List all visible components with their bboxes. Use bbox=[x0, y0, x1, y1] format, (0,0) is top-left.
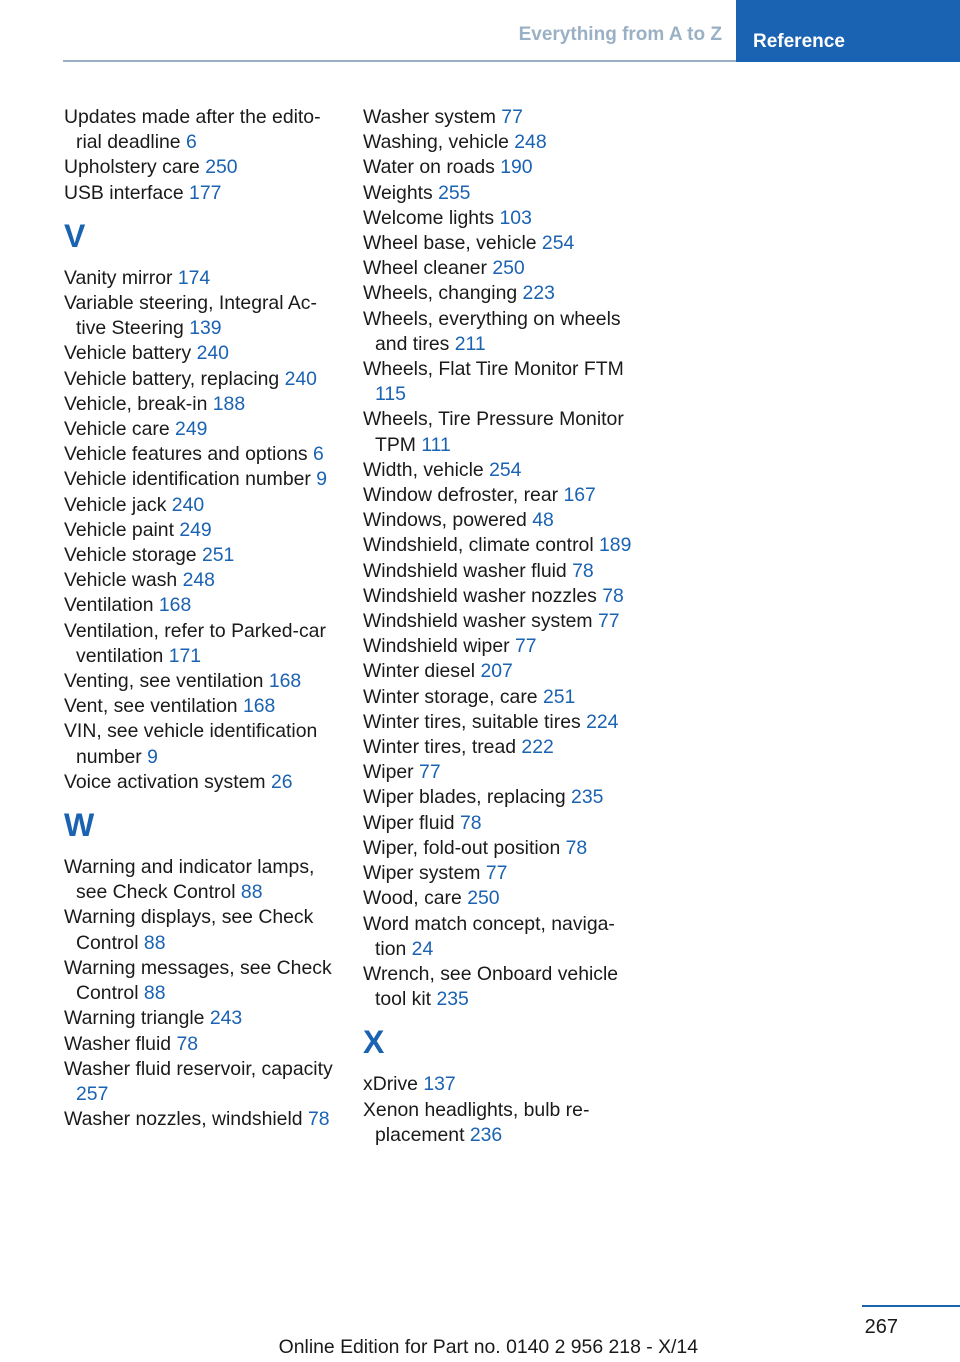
index-entry bbox=[64, 719, 336, 769]
index-page-link[interactable]: 250 bbox=[492, 257, 525, 280]
page-number: 267 bbox=[864, 1316, 898, 1338]
index-page-link[interactable]: 248 bbox=[182, 569, 215, 592]
index-entry-term: Wiper, fold-out position bbox=[363, 836, 561, 859]
index-entry bbox=[363, 609, 638, 634]
index-entry bbox=[64, 518, 336, 543]
index-page-link[interactable]: 174 bbox=[177, 266, 211, 289]
index-entry-term: Washer fluid reservoir, capacity bbox=[64, 1057, 333, 1080]
index-page-link[interactable]: 223 bbox=[522, 282, 555, 305]
index-entry-term: Windshield washer system bbox=[363, 610, 593, 633]
index-entry bbox=[64, 568, 336, 593]
index-page-link[interactable]: 78 bbox=[176, 1032, 199, 1055]
index-page-link[interactable]: 254 bbox=[541, 232, 575, 255]
index-entry bbox=[64, 417, 336, 442]
index-page-link[interactable]: 77 bbox=[501, 106, 523, 128]
index-entry-term: Windshield wiper bbox=[363, 635, 510, 658]
index-entry bbox=[64, 770, 336, 795]
index-entry-term: Warning messages, see Check Control bbox=[64, 956, 332, 1005]
header-rule bbox=[63, 60, 736, 62]
index-page-link[interactable]: 251 bbox=[542, 685, 576, 708]
index-entry-term: Winter storage, care bbox=[363, 685, 538, 708]
index-entry bbox=[64, 593, 336, 618]
index-page-link[interactable]: 243 bbox=[209, 1007, 243, 1030]
index-entry-term: Variable steering, Integral Active Steering bbox=[64, 292, 317, 340]
index-entry-term: Weights bbox=[363, 181, 433, 204]
index-entry-term: Warning and indicator lamps, see Check Control bbox=[64, 856, 315, 904]
index-entry bbox=[363, 281, 638, 306]
index-entry bbox=[363, 559, 638, 584]
index-letter-heading: X bbox=[363, 1024, 385, 1061]
index-page-link[interactable]: 78 bbox=[460, 811, 482, 834]
index-entry bbox=[64, 619, 336, 669]
index-page-link[interactable]: 111 bbox=[421, 433, 451, 456]
index-entry-term: Vehicle battery bbox=[64, 342, 192, 365]
index-page-link[interactable]: 6 bbox=[185, 131, 197, 154]
index-entry-term: Wheel base, vehicle bbox=[363, 232, 537, 255]
index-entry bbox=[363, 206, 638, 231]
index-page-link[interactable]: 168 bbox=[242, 695, 276, 718]
index-entry-term: Winter diesel bbox=[363, 660, 476, 683]
index-page-link[interactable]: 240 bbox=[284, 367, 317, 390]
index-entry bbox=[64, 367, 336, 392]
index-page-link[interactable]: 137 bbox=[423, 1073, 456, 1096]
index-entry-term: Wheels, changing bbox=[363, 282, 518, 305]
index-entry-term: USB interface bbox=[64, 181, 184, 204]
index-entry-term: Windshield washer nozzles bbox=[363, 584, 597, 607]
index-page-link[interactable]: 26 bbox=[270, 770, 293, 793]
index-entry bbox=[64, 155, 336, 180]
index-entry bbox=[64, 1057, 336, 1107]
index-entry bbox=[64, 467, 336, 492]
index-entry bbox=[64, 956, 336, 1006]
index-entry-term: Updates made after the editorial deadline bbox=[64, 106, 321, 154]
index-page-link[interactable]: 248 bbox=[514, 131, 547, 154]
index-page-link[interactable]: 190 bbox=[500, 156, 533, 179]
index-page-link[interactable]: 249 bbox=[175, 418, 208, 441]
index-entry-term: Width, vehicle bbox=[363, 458, 484, 481]
index-entry-term: Vanity mirror bbox=[64, 266, 173, 289]
index-page-link[interactable]: 78 bbox=[572, 559, 594, 582]
index-page-link[interactable]: 24 bbox=[411, 937, 434, 960]
index-page-link[interactable]: 171 bbox=[168, 644, 202, 667]
index-entry-term: Vent, see ventilation bbox=[64, 695, 238, 718]
index-entry bbox=[363, 836, 638, 861]
index-entry-term: Warning triangle bbox=[64, 1007, 205, 1030]
index-page-link[interactable]: 235 bbox=[436, 988, 469, 1011]
index-letter-heading: V bbox=[64, 217, 86, 254]
index-page-link[interactable]: 207 bbox=[480, 660, 513, 683]
index-entry bbox=[363, 155, 638, 180]
index-entry bbox=[363, 584, 638, 609]
index-entry-term: xDrive bbox=[363, 1073, 418, 1096]
index-column-1 bbox=[64, 105, 336, 1132]
index-page-link[interactable]: 9 bbox=[316, 468, 328, 491]
index-letter-heading: W bbox=[64, 807, 95, 844]
index-entry-term: Wiper blades, replacing bbox=[363, 786, 566, 809]
index-entry bbox=[363, 1072, 638, 1097]
index-page-link[interactable]: 255 bbox=[438, 181, 471, 204]
index-entry bbox=[363, 105, 638, 130]
index-entry-term: Vehicle, break-in bbox=[64, 392, 208, 415]
index-entry bbox=[64, 694, 336, 719]
index-entry bbox=[363, 533, 638, 558]
footer-rule bbox=[862, 1305, 960, 1307]
index-entry-term: Warning displays, see Check Control bbox=[64, 906, 314, 954]
index-entry bbox=[363, 912, 638, 962]
index-entry-term: Wheels, everything on wheels and tires bbox=[363, 307, 621, 355]
index-entry bbox=[64, 442, 336, 467]
index-column-2 bbox=[363, 105, 638, 1148]
index-entry bbox=[363, 458, 638, 483]
index-entry bbox=[363, 760, 638, 785]
index-entry-term: Vehicle identification number bbox=[64, 468, 311, 491]
index-entry bbox=[363, 634, 638, 659]
index-page-link[interactable]: 6 bbox=[313, 443, 324, 466]
index-entry bbox=[363, 962, 638, 1012]
index-entry-term: VIN, see vehicle identification number bbox=[64, 720, 318, 768]
index-entry-term: Wiper fluid bbox=[363, 811, 455, 834]
index-entry-term: Wiper system bbox=[363, 862, 481, 885]
index-page-link[interactable]: 88 bbox=[143, 931, 166, 954]
index-entry bbox=[64, 1006, 336, 1031]
index-page-link[interactable]: 77 bbox=[419, 761, 441, 784]
index-page-link[interactable]: 240 bbox=[196, 342, 229, 365]
index-page-link[interactable]: 115 bbox=[375, 383, 406, 406]
index-entry-term: Wiper bbox=[363, 761, 414, 784]
index-page-link[interactable]: 222 bbox=[521, 736, 554, 759]
index-entry bbox=[363, 659, 638, 684]
index-entry-term: Vehicle wash bbox=[64, 569, 178, 592]
index-page-link[interactable]: 48 bbox=[532, 509, 554, 532]
index-page-link[interactable]: 211 bbox=[454, 332, 486, 355]
index-page-link[interactable]: 168 bbox=[158, 594, 192, 617]
header-section-title: Everything from A to Z bbox=[518, 24, 722, 45]
index-entry bbox=[64, 392, 336, 417]
index-entry bbox=[64, 266, 336, 291]
index-page-link[interactable]: 254 bbox=[489, 458, 522, 481]
index-entry bbox=[363, 710, 638, 735]
index-entry bbox=[363, 508, 638, 533]
index-entry bbox=[363, 861, 638, 886]
index-entry bbox=[64, 1032, 336, 1057]
index-entry bbox=[64, 855, 336, 905]
index-entry-term: Vehicle care bbox=[64, 418, 170, 441]
index-page-link[interactable]: 257 bbox=[76, 1082, 109, 1105]
index-page-link[interactable]: 139 bbox=[189, 317, 222, 340]
index-entry bbox=[64, 181, 336, 206]
index-entry bbox=[363, 811, 638, 836]
index-page-link[interactable]: 167 bbox=[563, 484, 596, 507]
index-page-link[interactable]: 224 bbox=[586, 710, 619, 733]
index-entry-term: Vehicle features and options bbox=[64, 443, 308, 466]
index-entry-term: Wrench, see Onboard vehicle tool kit bbox=[363, 962, 619, 1011]
index-entry bbox=[363, 886, 638, 911]
index-entry-term: Washer nozzles, windshield bbox=[64, 1108, 303, 1131]
index-entry bbox=[363, 231, 638, 256]
index-entry-term: Wheels, Tire Pressure Monitor TPM bbox=[363, 408, 624, 456]
index-entry bbox=[64, 291, 336, 341]
index-entry-term: Voice activation system bbox=[64, 770, 266, 793]
index-entry-term: Winter tires, tread bbox=[363, 736, 517, 759]
index-entry-term: Windows, powered bbox=[363, 509, 527, 532]
index-entry-term: Windshield, climate control bbox=[363, 534, 594, 557]
index-entry bbox=[363, 407, 638, 457]
index-entry bbox=[363, 483, 638, 508]
index-entry bbox=[64, 341, 336, 366]
index-page-link[interactable]: 236 bbox=[469, 1123, 503, 1146]
index-page-link[interactable]: 103 bbox=[499, 206, 532, 229]
page-header bbox=[0, 0, 960, 62]
index-entry-term: Venting, see ventilation bbox=[64, 670, 264, 693]
index-entry bbox=[363, 256, 638, 281]
index-entry bbox=[363, 1098, 638, 1148]
index-entry bbox=[363, 685, 638, 710]
index-entry-term: Washing, vehicle bbox=[363, 131, 509, 154]
index-entry-term: Water on roads bbox=[363, 156, 495, 179]
index-entry-term: Windshield washer fluid bbox=[363, 559, 567, 582]
index-page-link[interactable]: 249 bbox=[179, 518, 212, 541]
index-entry-term: Winter tires, suitable tires bbox=[363, 710, 581, 733]
index-page-link[interactable]: 9 bbox=[147, 745, 158, 768]
index-page-link[interactable]: 251 bbox=[201, 544, 235, 567]
index-entry bbox=[363, 785, 638, 810]
index-entry-term: Upholstery care bbox=[64, 156, 200, 179]
index-entry bbox=[64, 493, 336, 518]
index-page-link[interactable]: 235 bbox=[571, 786, 604, 809]
index-entry bbox=[64, 543, 336, 568]
index-entry bbox=[64, 669, 336, 694]
index-page-link[interactable]: 77 bbox=[597, 610, 620, 633]
index-entry-term: Washer fluid bbox=[64, 1032, 172, 1055]
header-chapter-tab: Reference bbox=[736, 0, 960, 62]
index-entry-term: Vehicle paint bbox=[64, 518, 174, 541]
index-entry-term: Vehicle storage bbox=[64, 544, 197, 567]
index-page-link[interactable]: 88 bbox=[143, 982, 166, 1005]
index-entry-term: Wheels, Flat Tire Monitor FTM bbox=[363, 358, 624, 381]
index-entry-term: Vehicle jack bbox=[64, 493, 167, 516]
index-page-link[interactable]: 78 bbox=[307, 1108, 330, 1131]
index-entry-term: Wood, care bbox=[363, 887, 462, 910]
index-page-link[interactable]: 78 bbox=[565, 836, 588, 859]
index-entry-term: Word match concept, navigation bbox=[363, 912, 615, 960]
index-entry-term: Window defroster, rear bbox=[363, 484, 559, 507]
index-page-link[interactable]: 77 bbox=[514, 635, 537, 658]
index-entry-term: Wheel cleaner bbox=[363, 257, 487, 280]
index-entry bbox=[363, 735, 638, 760]
index-entry bbox=[64, 1107, 336, 1132]
index-page-link[interactable]: 250 bbox=[205, 156, 238, 179]
index-entry-term: Welcome lights bbox=[363, 206, 495, 229]
index-page-link[interactable]: 188 bbox=[212, 392, 246, 415]
index-entry-term: Ventilation bbox=[64, 594, 154, 617]
index-entry bbox=[363, 357, 638, 407]
index-page-link[interactable]: 189 bbox=[599, 534, 632, 557]
index-page-link[interactable]: 240 bbox=[171, 493, 205, 516]
index-page-link[interactable]: 78 bbox=[602, 584, 624, 607]
index-entry bbox=[363, 307, 638, 357]
index-page-link[interactable]: 250 bbox=[467, 887, 500, 910]
index-page-link[interactable]: 177 bbox=[189, 181, 222, 204]
index-page-link[interactable]: 88 bbox=[240, 881, 263, 904]
index-page-link[interactable]: 168 bbox=[268, 670, 302, 693]
edition-note: Online Edition for Part no. 0140 2 956 218 - X/14 bbox=[278, 1336, 698, 1358]
index-page-link[interactable]: 77 bbox=[485, 862, 508, 885]
index-entry bbox=[363, 130, 638, 155]
index-entry bbox=[64, 905, 336, 955]
index-entry-term: Washer system bbox=[363, 106, 496, 128]
index-entry-term: Ventilation, refer to Parked-car ventilation bbox=[64, 619, 326, 667]
index-entry-term: Vehicle battery, replacing bbox=[64, 367, 280, 390]
index-entry bbox=[64, 105, 336, 155]
index-entry-term: Xenon headlights, bulb replacement bbox=[363, 1098, 590, 1146]
index-entry bbox=[363, 181, 638, 206]
